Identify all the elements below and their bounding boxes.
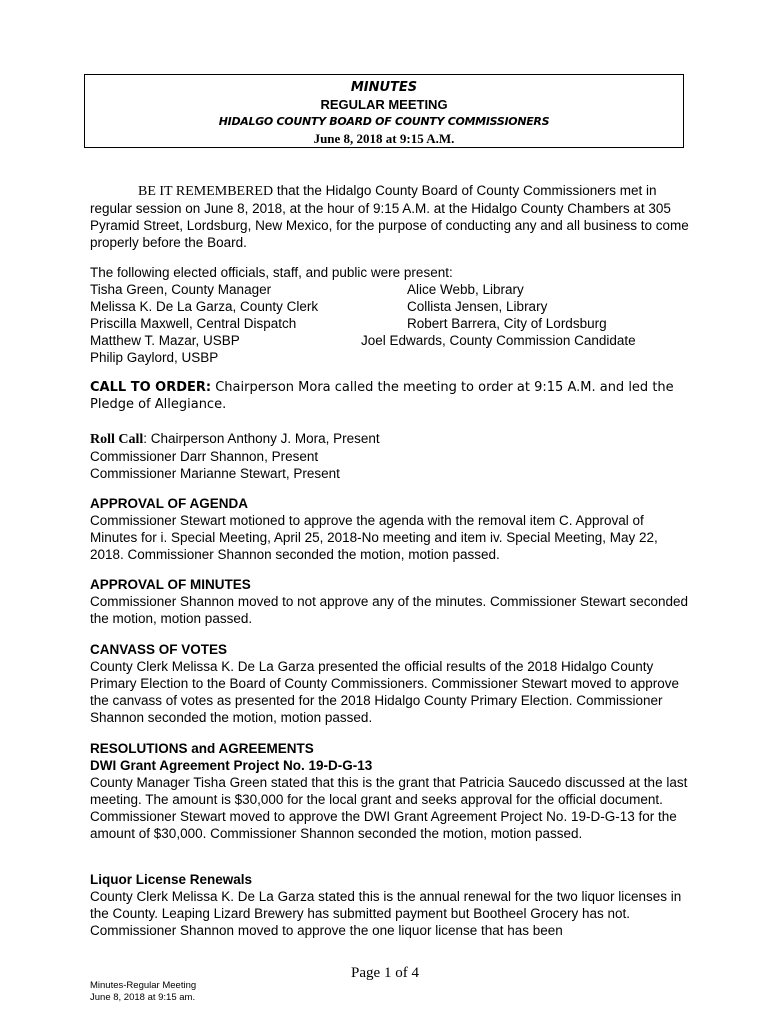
minutes-header-box: [84, 74, 684, 148]
roll-call-section: [90, 430, 690, 482]
dwi-grant-text: County Manager Tisha Green stated that this is the grant that Patricia Saucedo discussed at the last meeting. The amount is $30,000 for the local grant and seeks approval for the official document. Commissioner Stewart moved to approve the DWI Grant Agreement Project No. 19-D-G-13 for the amount of $30,000. Commissioner Shannon seconded the motion, motion passed.: [90, 775, 688, 841]
attendee-left: Philip Gaylord, USBP: [90, 350, 219, 365]
approval-agenda-section: [90, 495, 690, 563]
doc-title-regular-meeting: REGULAR MEETING: [320, 97, 448, 112]
attendee-left: Tisha Green, County Manager: [90, 282, 272, 297]
resolutions-section: [90, 740, 690, 842]
roll-call-line3: Commissioner Marianne Stewart, Present: [90, 466, 340, 481]
attendee-left: Priscilla Maxwell, Central Dispatch: [90, 316, 297, 331]
intro-lead: BE IT REMEMBERED: [138, 184, 274, 199]
roll-call-line2: Commissioner Darr Shannon, Present: [90, 449, 319, 464]
resolutions-heading: RESOLUTIONS and AGREEMENTS: [90, 741, 314, 756]
intro-text: that the Hidalgo County Board of County Commissioners met in regular session on June 8, 2018, at the hour of 9:15 A.M. at the Hidalgo County Chambers at 305 Pyramid Street, Lordsburg, New Mexico, for the purpose of conducting any and all business to come properly before the Board.: [90, 183, 689, 250]
call-to-order-section: [90, 379, 690, 413]
attendee-right: Joel Edwards, County Commission Candidate: [361, 333, 636, 348]
dwi-grant-heading: DWI Grant Agreement Project No. 19-D-G-13: [90, 758, 373, 773]
doc-title-board: HIDALGO COUNTY BOARD OF COUNTY COMMISSIONERS: [218, 115, 550, 128]
approval-minutes-heading: APPROVAL OF MINUTES: [90, 577, 251, 592]
call-to-order-text: Chairperson Mora called the meeting to order at 9:15 A.M. and led the Pledge of Allegiance.: [90, 380, 674, 412]
attendance-list: [90, 281, 650, 366]
approval-agenda-heading: APPROVAL OF AGENDA: [90, 496, 249, 511]
footer-doc-title: Minutes-Regular Meeting: [90, 980, 197, 991]
approval-minutes-text: Commissioner Shannon moved to not approve any of the minutes. Commissioner Stewart seconded the motion, motion passed.: [90, 594, 689, 626]
doc-title-minutes: MINUTES: [350, 80, 418, 95]
roll-call-line1: : Chairperson Anthony J. Mora, Present: [143, 431, 380, 446]
footer-doc-date: June 8, 2018 at 9:15 am.: [90, 992, 196, 1003]
approval-minutes-section: [90, 576, 690, 627]
liquor-text: County Clerk Melissa K. De La Garza stated this is the annual renewal for the two liquor licenses in the County. Leaping Lizard Brewery has submitted payment but Bootheel Grocery has not. Commissioner Shannon moved to approve the one liquor license that has been: [90, 889, 682, 938]
approval-agenda-text: Commissioner Stewart motioned to approve the agenda with the removal item C. Approval of Minutes for i. Special Meeting, April 25, 2018-No meeting and item iv. Special Meeting, May 22, 2018. Commissioner Shannon seconded the motion, motion passed.: [90, 513, 658, 562]
canvass-heading: CANVASS OF VOTES: [90, 642, 228, 657]
roll-call-label: Roll Call: [90, 432, 144, 447]
footer-doc-info: [90, 980, 196, 1004]
liquor-section: [90, 871, 690, 939]
canvass-section: [90, 641, 690, 726]
attendance-intro: [90, 264, 690, 281]
page-number: Page 1 of 4: [351, 965, 419, 981]
attendee-left: Melissa K. De La Garza, County Clerk: [90, 299, 319, 314]
attendee-right: Robert Barrera, City of Lordsburg: [407, 316, 607, 331]
doc-title-date: June 8, 2018 at 9:15 A.M.: [313, 131, 455, 146]
attendee-left: Matthew T. Mazar, USBP: [90, 333, 240, 348]
canvass-text: County Clerk Melissa K. De La Garza presented the official results of the 2018 Hidalgo County Primary Election to the Board of County Commissioners. Commissioner Stewart moved to approve the canvass of votes as presented for the 2018 Hidalgo County Primary Election. Commissioner Shannon seconded the motion, motion passed.: [90, 659, 679, 725]
attendee-right: Alice Webb, Library: [407, 282, 524, 297]
intro-paragraph: [90, 182, 690, 251]
liquor-heading: Liquor License Renewals: [90, 872, 253, 887]
call-to-order-label: CALL TO ORDER:: [90, 380, 212, 395]
attendee-right: Collista Jensen, Library: [407, 299, 548, 314]
attendance-intro-text: The following elected officials, staff, and public were present:: [90, 265, 453, 280]
